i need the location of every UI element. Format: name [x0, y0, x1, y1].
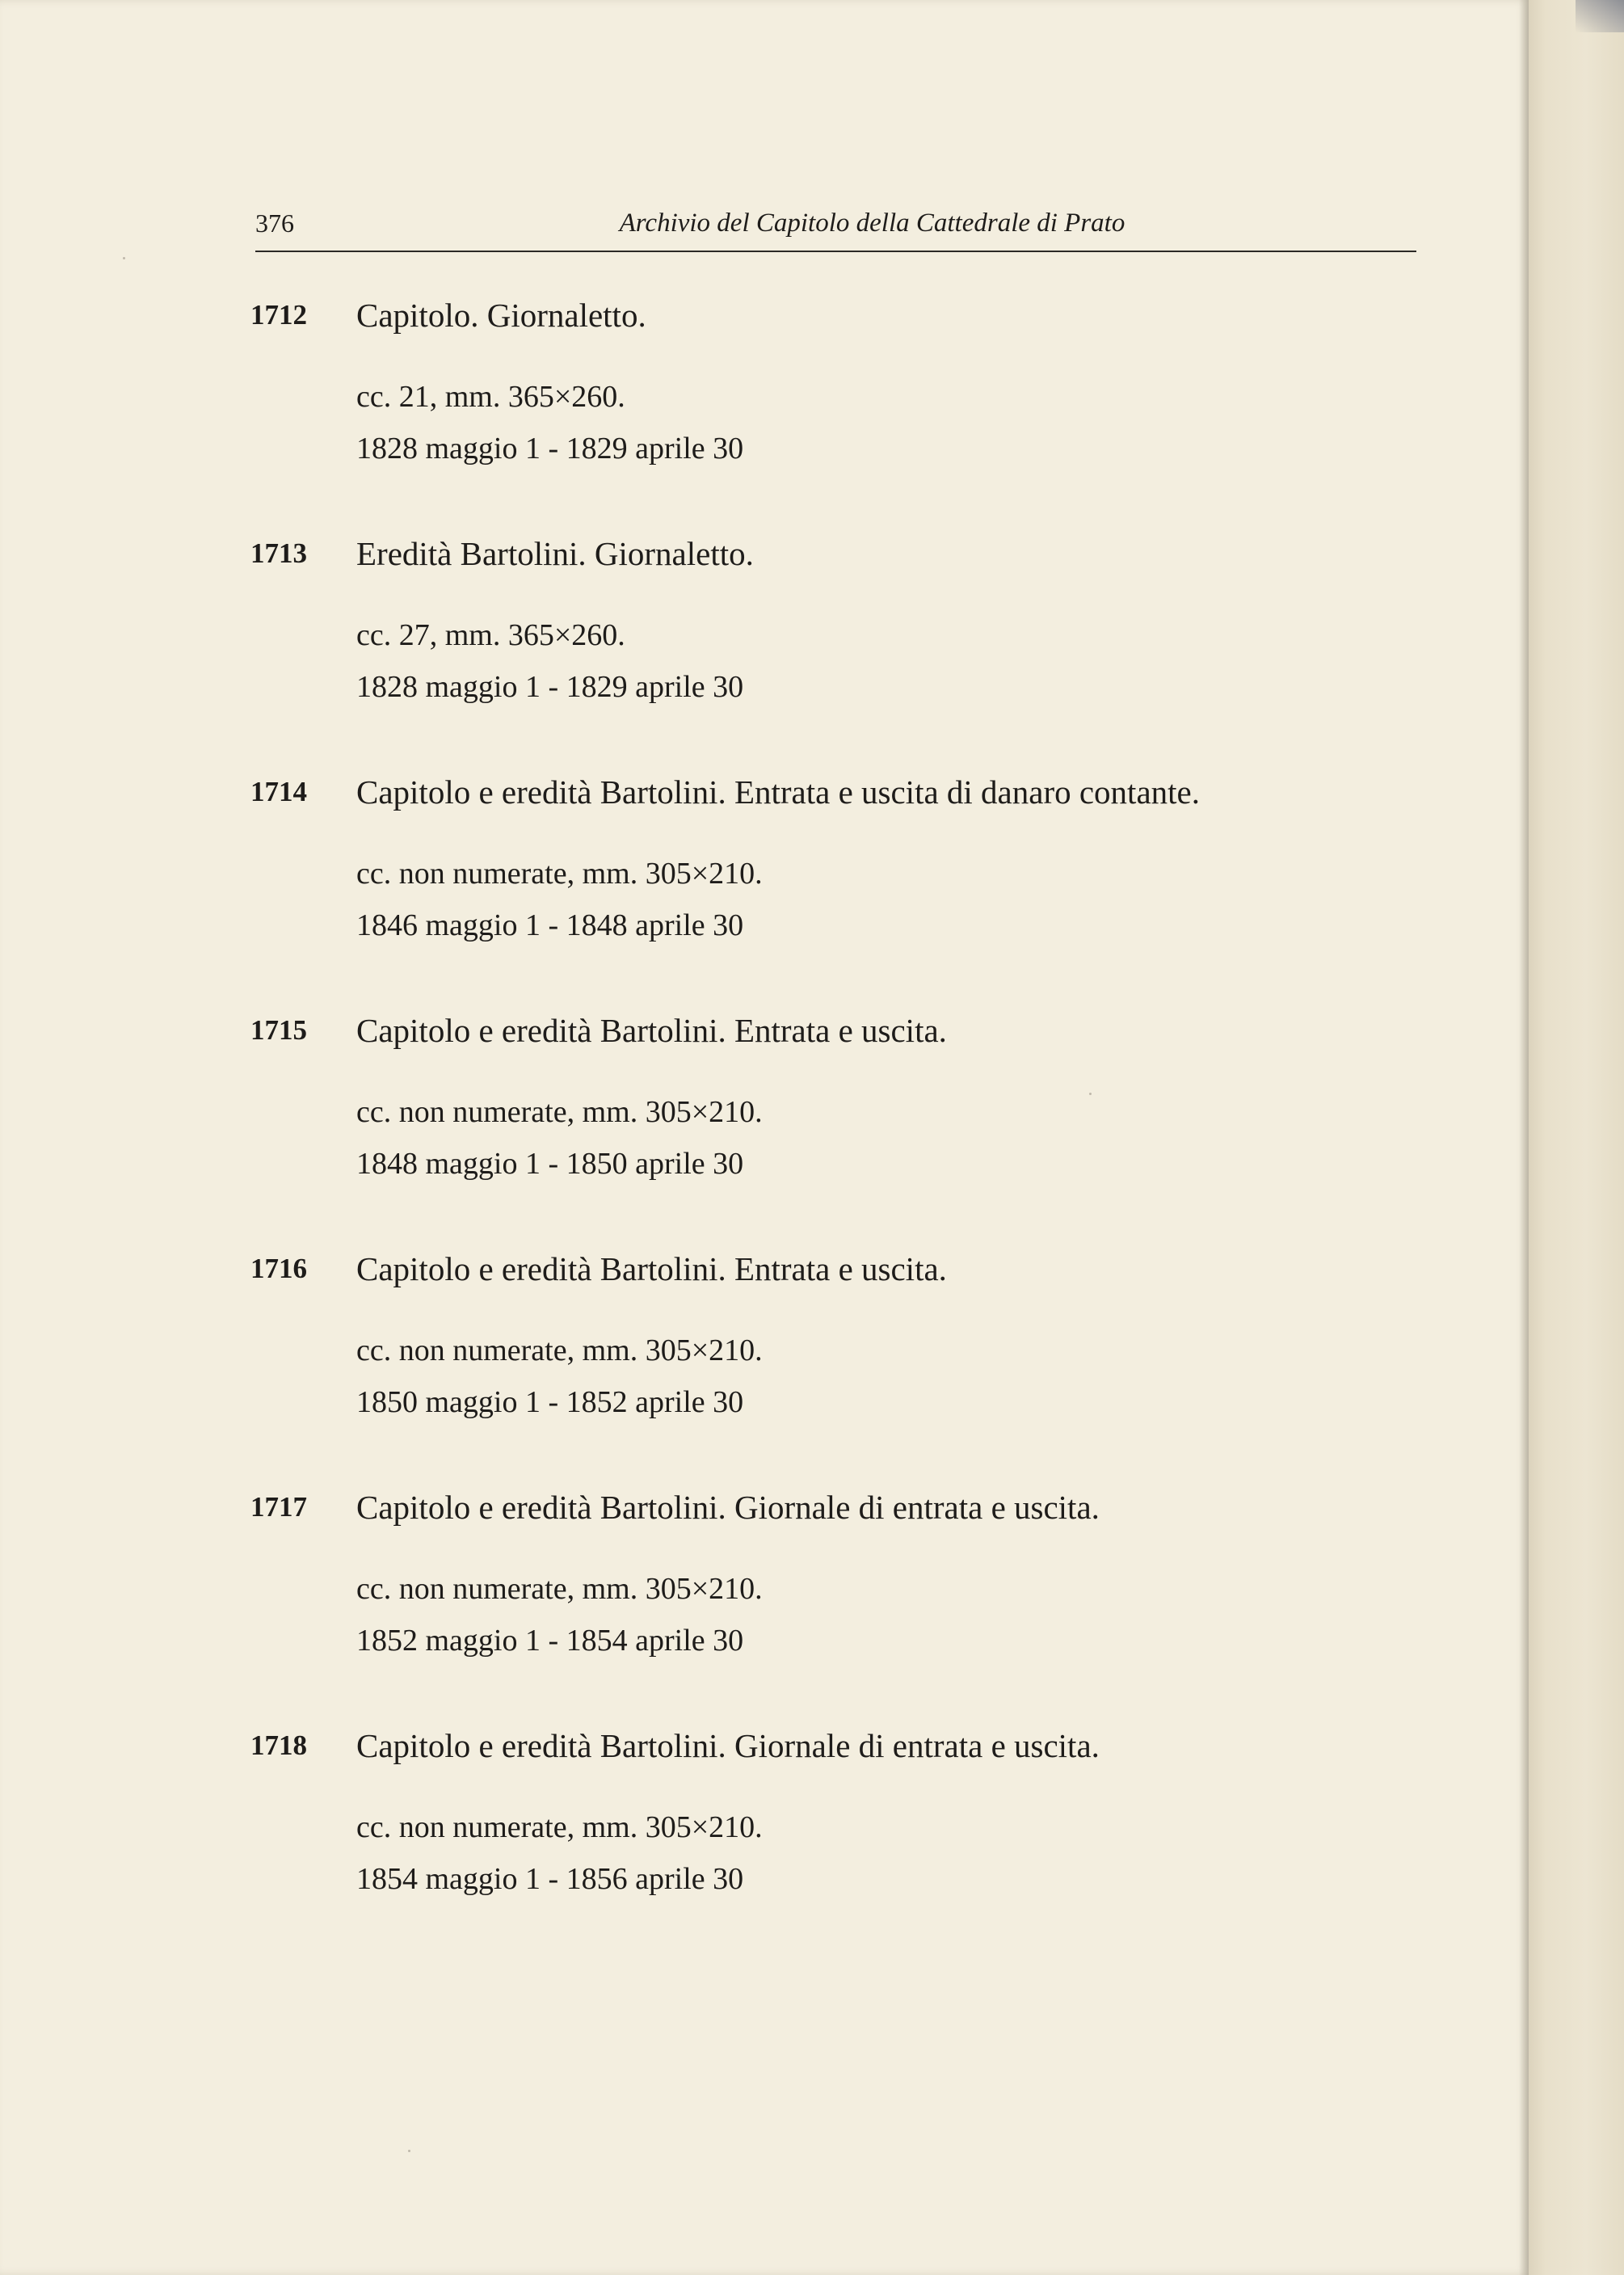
- entry-dates: 1850 maggio 1 - 1852 aprile 30: [356, 1385, 744, 1419]
- entry-description: cc. non numerate, mm. 305×210.: [356, 1810, 763, 1844]
- entry-dates: 1848 maggio 1 - 1850 aprile 30: [356, 1147, 744, 1181]
- entry-number: 1712: [250, 299, 307, 331]
- entry-title: Capitolo e eredità Bartolini. Entrata e uscita di danaro contante.: [356, 773, 1200, 811]
- entry-number: 1714: [250, 776, 307, 807]
- paper-speck: [123, 257, 125, 259]
- entry-description: cc. non numerate, mm. 305×210.: [356, 857, 763, 891]
- entry-title: Capitolo e eredità Bartolini. Entrata e uscita.: [356, 1250, 947, 1287]
- entry-number: 1716: [250, 1253, 307, 1284]
- catalog-entry: [250, 769, 1422, 1008]
- entry-number: 1715: [250, 1014, 307, 1046]
- entry-number: 1718: [250, 1729, 307, 1761]
- catalog-entry: [250, 1246, 1422, 1485]
- entry-dates: 1854 maggio 1 - 1856 aprile 30: [356, 1862, 744, 1896]
- catalog-entry: [250, 293, 1422, 531]
- entry-number: 1713: [250, 537, 307, 569]
- entry-dates: 1828 maggio 1 - 1829 aprile 30: [356, 432, 744, 466]
- page-header: [255, 207, 1416, 252]
- paper-speck: [1089, 1093, 1092, 1095]
- entry-dates: 1852 maggio 1 - 1854 aprile 30: [356, 1624, 744, 1658]
- paper-speck: [408, 2150, 410, 2152]
- entry-dates: 1828 maggio 1 - 1829 aprile 30: [356, 670, 744, 704]
- catalog-entries: [250, 293, 1422, 1961]
- entry-description: cc. 21, mm. 365×260.: [356, 380, 625, 414]
- running-title: Archivio del Capitolo della Cattedrale di Prato: [619, 209, 1125, 238]
- entry-title: Eredità Bartolini. Giornaletto.: [356, 535, 754, 572]
- entry-title: Capitolo. Giornaletto.: [356, 297, 646, 334]
- entry-description: cc. non numerate, mm. 305×210.: [356, 1333, 763, 1367]
- page-number: 376: [255, 209, 294, 238]
- catalog-entry: [250, 1008, 1422, 1246]
- entry-dates: 1846 maggio 1 - 1848 aprile 30: [356, 908, 744, 942]
- catalog-entry: [250, 1485, 1422, 1723]
- entry-title: Capitolo e eredità Bartolini. Giornale di entrata e uscita.: [356, 1727, 1100, 1764]
- catalog-entry: [250, 531, 1422, 769]
- entry-description: cc. non numerate, mm. 305×210.: [356, 1095, 763, 1129]
- entry-description: cc. non numerate, mm. 305×210.: [356, 1572, 763, 1606]
- entry-title: Capitolo e eredità Bartolini. Giornale di entrata e uscita.: [356, 1489, 1100, 1526]
- scan-corner-shadow: [1576, 0, 1624, 32]
- entry-title: Capitolo e eredità Bartolini. Entrata e uscita.: [356, 1012, 947, 1049]
- entry-number: 1717: [250, 1491, 307, 1523]
- entry-description: cc. 27, mm. 365×260.: [356, 618, 625, 652]
- facing-page-edge: [1529, 0, 1624, 2275]
- catalog-entry: [250, 1723, 1422, 1961]
